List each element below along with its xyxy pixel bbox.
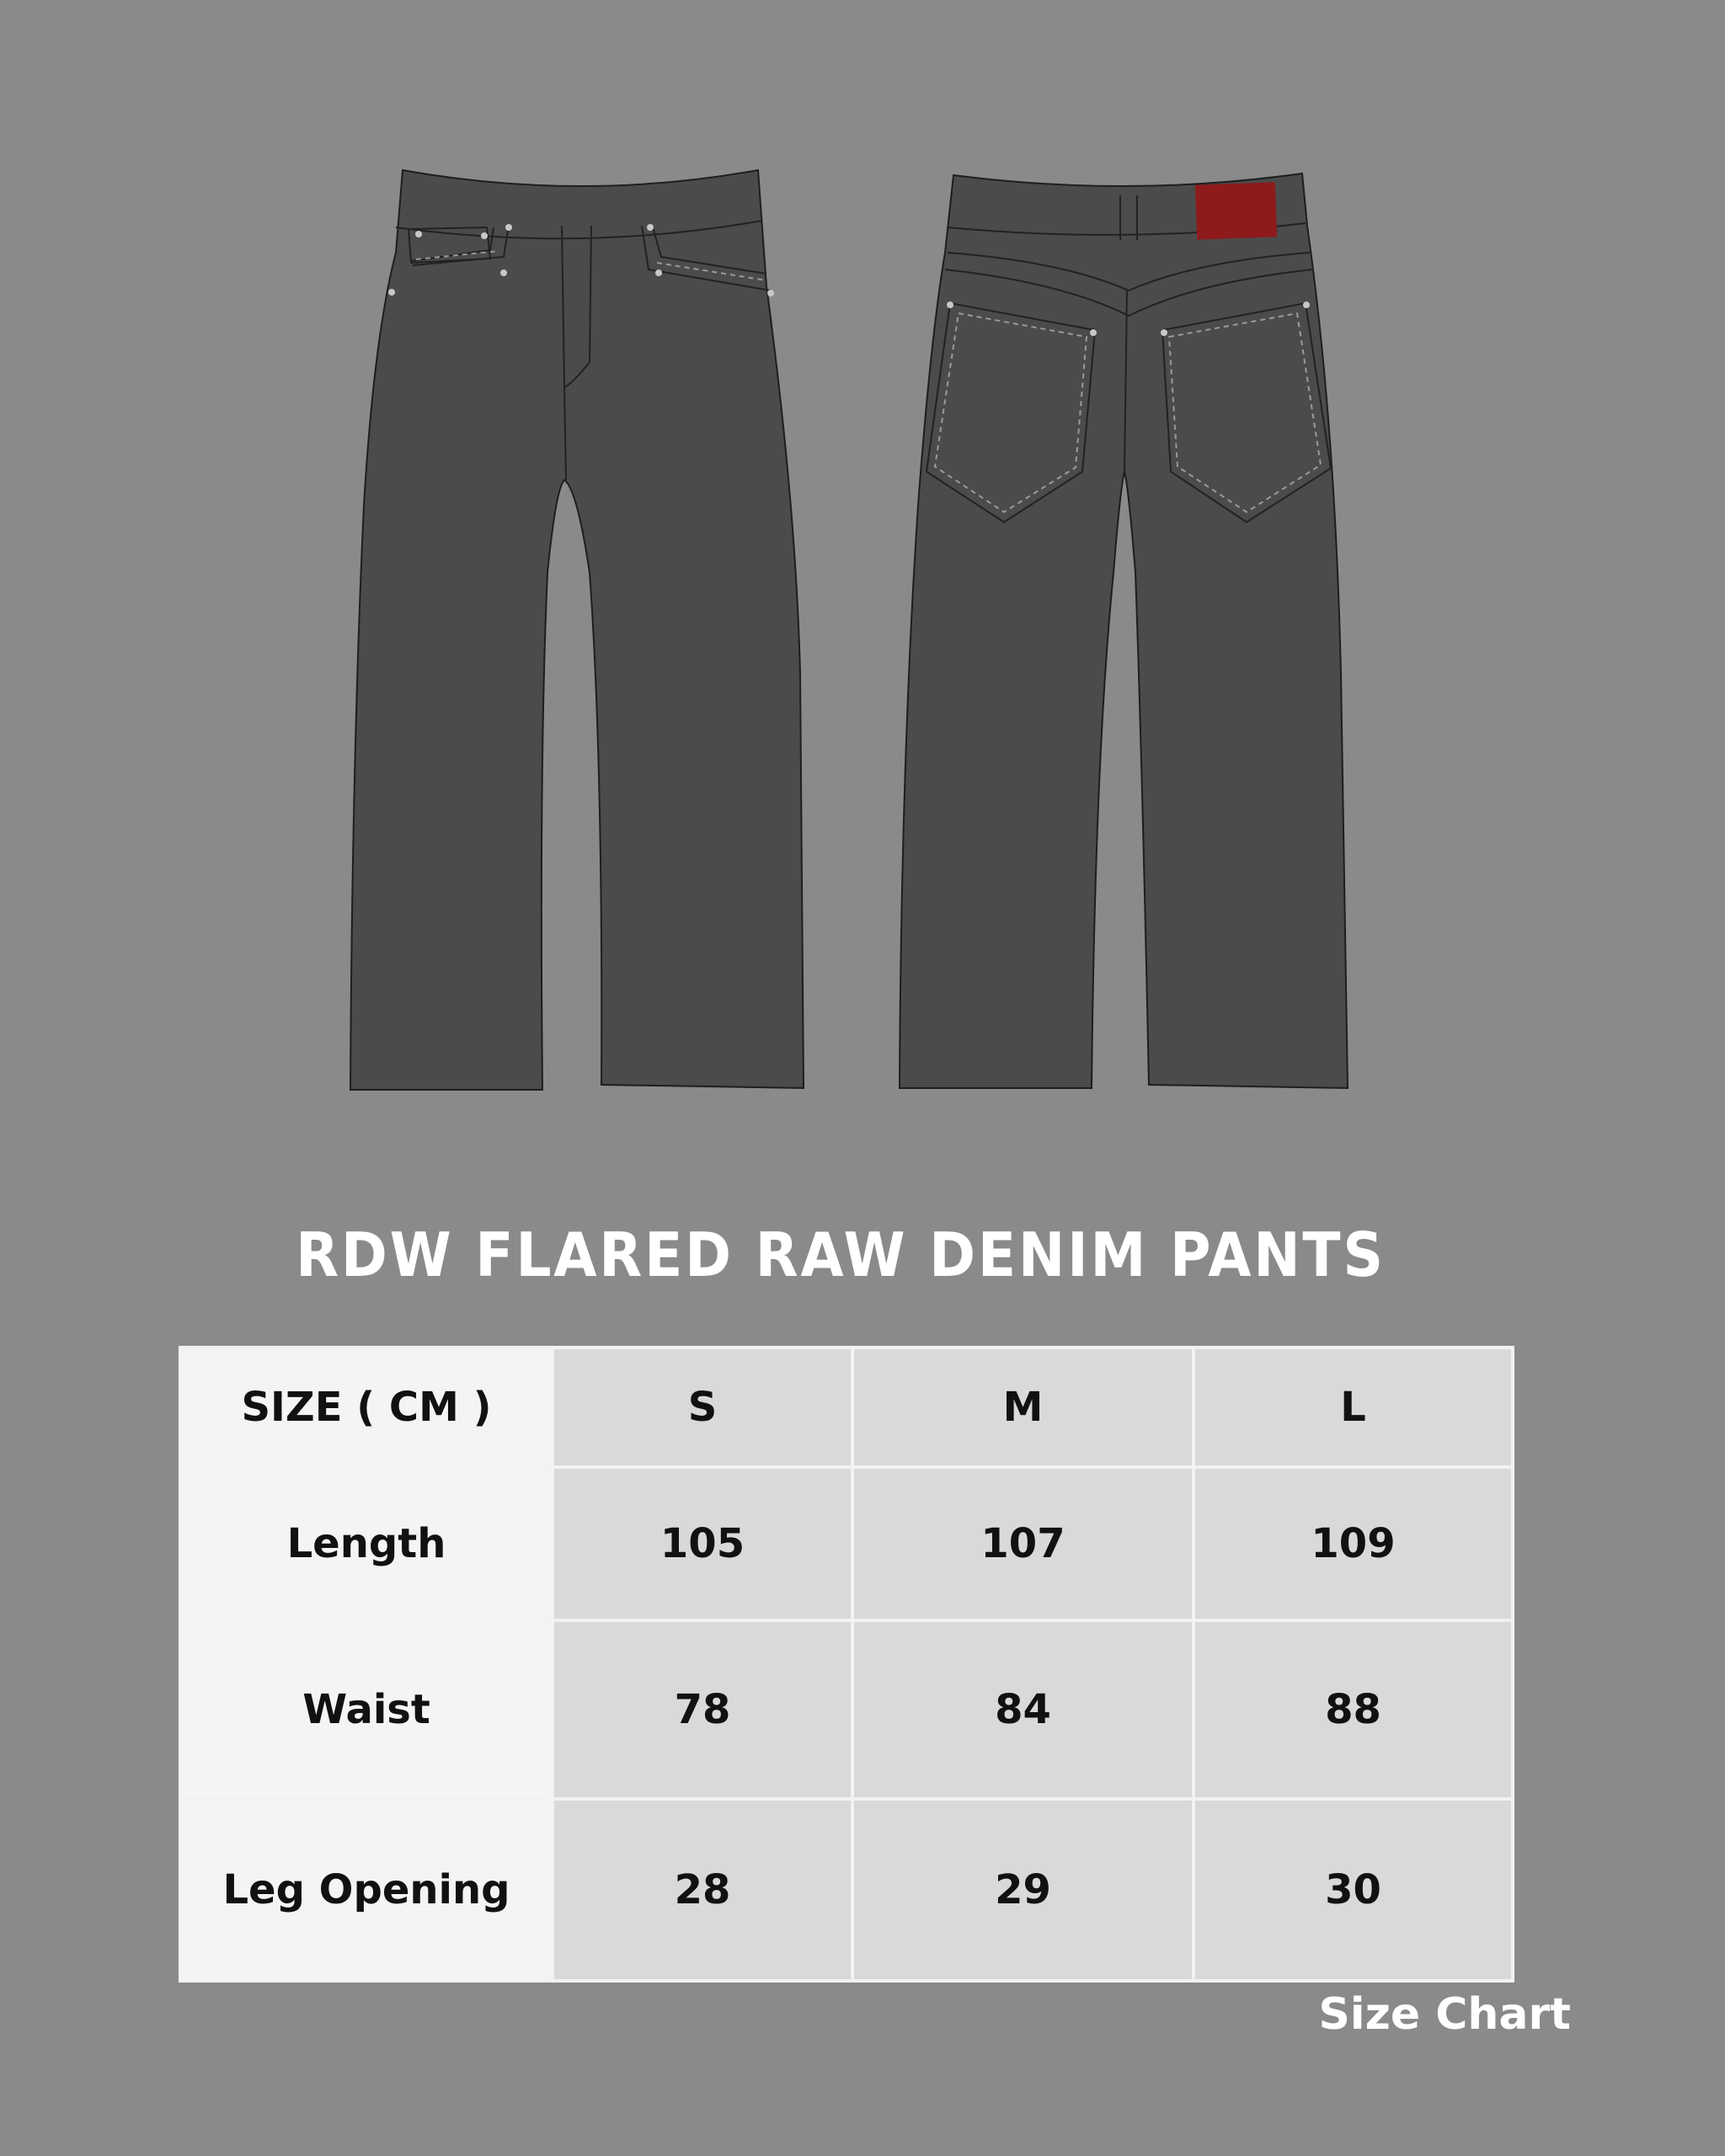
table-header-row	[180, 1348, 1513, 1467]
table-cell: 78	[553, 1620, 852, 1799]
table-cell: 84	[852, 1620, 1194, 1799]
table-cell: 29	[852, 1799, 1194, 1981]
jeans-front-view	[350, 170, 804, 1090]
table-cell: 105	[553, 1467, 852, 1620]
table-cell: 88	[1194, 1620, 1513, 1799]
table-cell: 30	[1194, 1799, 1513, 1981]
size-header-m: M	[852, 1348, 1194, 1467]
table-row	[180, 1467, 1513, 1620]
size-header-s: S	[553, 1348, 852, 1467]
brand-label-patch	[1195, 182, 1277, 239]
jeans-back-view	[900, 173, 1348, 1088]
size-header-l: L	[1194, 1348, 1513, 1467]
table-cell: 28	[553, 1799, 852, 1981]
row-label-length: Length	[180, 1467, 553, 1620]
table-cell: 107	[852, 1467, 1194, 1620]
table-row	[180, 1620, 1513, 1799]
row-label-waist: Waist	[180, 1620, 553, 1799]
product-title: RDW FLARED RAW DENIM PANTS	[296, 1219, 1386, 1290]
table-cell: 109	[1194, 1467, 1513, 1620]
size-unit-header: SIZE ( CM )	[180, 1348, 553, 1467]
row-label-leg-opening: Leg Opening	[180, 1799, 553, 1981]
table-row	[180, 1799, 1513, 1981]
size-chart-table	[179, 1346, 1514, 1983]
size-chart-caption: Size Chart	[1318, 1989, 1571, 2040]
